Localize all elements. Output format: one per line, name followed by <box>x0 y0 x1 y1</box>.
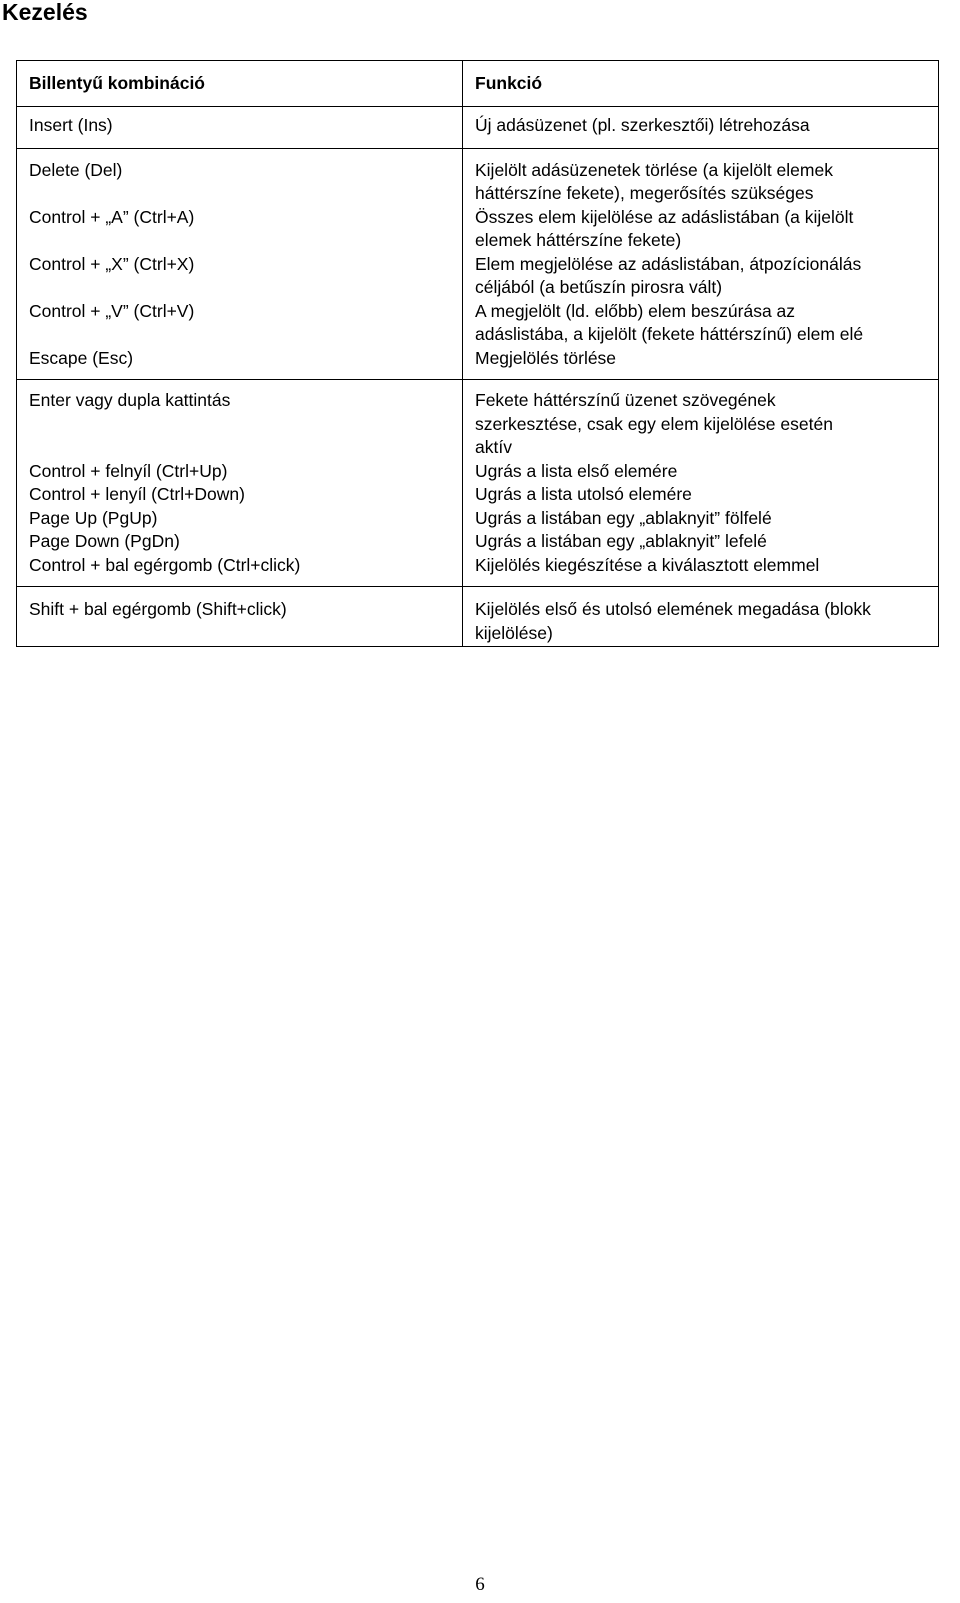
key-combination-text <box>29 323 450 347</box>
function-text: Ugrás a lista első elemére <box>475 460 678 481</box>
function-cell <box>463 380 939 587</box>
table-body <box>17 107 939 647</box>
function-text: Ugrás a lista utolsó elemére <box>475 484 692 504</box>
key-combination-text: Control + bal egérgomb (Ctrl+click) <box>29 554 301 575</box>
function-text: Megjelölés törlése <box>475 347 617 368</box>
key-combination-cell <box>17 148 463 380</box>
function-text: céljából (a betűszín pirosra vált) <box>475 277 723 297</box>
function-text: aktív <box>475 437 512 457</box>
table-row <box>17 107 939 149</box>
key-combination-text: Control + lenyíl (Ctrl+Down) <box>29 484 245 504</box>
function-text: Kijelölés első és utolsó elemének megadása (blokk <box>475 599 871 619</box>
key-combination-text: Control + „V” (Ctrl+V) <box>29 300 195 321</box>
key-combination-text: Page Down (PgDn) <box>29 531 180 551</box>
function-text: Fekete háttérszínű üzenet szövegének <box>475 390 776 410</box>
function-text: Kijelölés kiegészítése a kiválasztott elemmel <box>475 554 820 575</box>
key-combination-text: Page Up (PgUp) <box>29 507 158 528</box>
function-text: Elem megjelölése az adáslistában, átpozícionálás <box>475 253 862 274</box>
key-combination-text: Escape (Esc) <box>29 347 134 368</box>
function-text: háttérszíne fekete), megerősítés szükséges <box>475 183 814 203</box>
function-text: kijelölése) <box>475 622 553 643</box>
page-title: Kezelés <box>2 0 88 25</box>
table-row <box>17 587 939 647</box>
key-combination-text: Delete (Del) <box>29 159 123 180</box>
function-cell <box>463 587 939 647</box>
key-combination-text: Control + „X” (Ctrl+X) <box>29 253 195 274</box>
function-text: Új adásüzenet (pl. szerkesztői) létrehozása <box>475 115 810 135</box>
key-combination-text: Control + felnyíl (Ctrl+Up) <box>29 460 228 481</box>
function-text: szerkesztése, csak egy elem kijelölése esetén <box>475 413 833 434</box>
key-combination-text <box>29 229 450 253</box>
function-text: elemek háttérszíne fekete) <box>475 230 682 250</box>
key-combination-text: Insert (Ins) <box>29 115 113 135</box>
shortcut-table <box>16 60 939 647</box>
key-combination-text: Shift + bal egérgomb (Shift+click) <box>29 599 287 619</box>
function-text: Ugrás a listában egy „ablaknyit” lefelé <box>475 531 767 551</box>
function-cell <box>463 107 939 149</box>
page-number: 6 <box>475 1574 485 1595</box>
header-function: Funkció <box>463 61 939 107</box>
key-combination-text <box>29 276 450 300</box>
function-text: Összes elem kijelölése az adáslistában (a kijelölt <box>475 206 854 227</box>
header-key-combination: Billentyű kombináció <box>17 61 463 107</box>
key-combination-cell <box>17 587 463 647</box>
key-combination-text <box>29 413 450 437</box>
table-row <box>17 148 939 380</box>
function-text: Ugrás a listában egy „ablaknyit” fölfelé <box>475 507 772 528</box>
key-combination-text <box>29 436 450 460</box>
table-row <box>17 380 939 587</box>
key-combination-text: Control + „A” (Ctrl+A) <box>29 206 195 227</box>
key-combination-text: Enter vagy dupla kattintás <box>29 390 231 410</box>
function-text: A megjelölt (ld. előbb) elem beszúrása az <box>475 300 796 321</box>
function-text: adáslistába, a kijelölt (fekete háttérszínű) elem elé <box>475 324 864 344</box>
table-header-row <box>17 61 939 107</box>
key-combination-text <box>29 182 450 206</box>
function-cell <box>463 148 939 380</box>
key-combination-cell <box>17 380 463 587</box>
key-combination-cell <box>17 107 463 149</box>
function-text: Kijelölt adásüzenetek törlése (a kijelölt elemek <box>475 159 833 180</box>
